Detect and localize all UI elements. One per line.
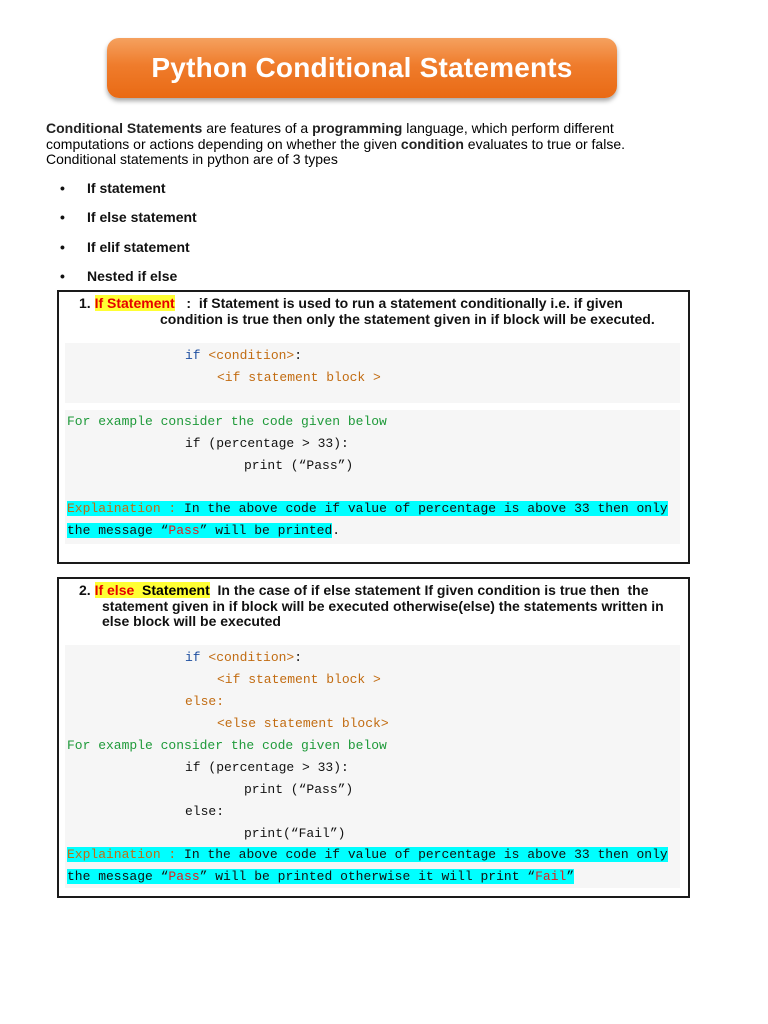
section2-syntax-if <box>185 647 302 669</box>
statement-types-list <box>60 180 197 297</box>
section1-example-label: For example consider the code given below <box>67 414 387 429</box>
section2-highlight-black: Statement <box>134 582 210 598</box>
section1-explanation-line1 <box>67 498 668 520</box>
explanation-text: ” will be printed <box>199 523 333 538</box>
explanation-text: In the above code if value of percentage is above 33 then only <box>184 501 668 516</box>
section2-number: 2. <box>79 582 91 598</box>
section1-heading <box>79 296 623 312</box>
explanation-label: Explaination : <box>67 501 185 516</box>
page-title: Python Conditional Statements <box>151 52 573 83</box>
explanation-label: Explaination : <box>67 847 185 862</box>
list-item: • Nested if else <box>60 268 197 297</box>
intro-bold-programming: programming <box>312 120 403 136</box>
explanation-text: In the above code if value of percentage is above 33 then only <box>184 847 668 862</box>
list-item: • If else statement <box>60 209 197 238</box>
section2-code-line2: print (“Pass”) <box>244 782 354 797</box>
section1-explanation-line2 <box>67 520 340 542</box>
section2-explanation-line2 <box>67 866 574 888</box>
intro-paragraph <box>46 121 696 168</box>
explanation-text: ” will be printed otherwise it will print “ <box>199 869 536 884</box>
pass-word: Pass <box>168 869 200 884</box>
list-item: • If elif statement <box>60 239 197 268</box>
intro-bold-conditional: Conditional Statements <box>46 120 203 136</box>
section1-syntax-block-text: <if statement block > <box>217 370 381 385</box>
section2-heading-line3: else block will be executed <box>102 613 281 629</box>
if-keyword: if <box>185 650 209 665</box>
section2-code-line4: print(“Fail”) <box>244 826 346 841</box>
condition-placeholder: <condition> <box>208 348 295 363</box>
intro-bold-condition: condition <box>400 135 464 152</box>
section2-syntax-else-block: <else statement block> <box>217 716 389 731</box>
if-keyword: if <box>185 348 209 363</box>
section2-explanation-line1 <box>67 844 668 866</box>
explanation-period: . <box>332 523 341 538</box>
section2-code-line1: if (percentage > 33): <box>185 760 349 775</box>
explanation-text: the message “ <box>67 869 169 884</box>
section2-code-line3: else: <box>185 804 225 819</box>
list-item: • If statement <box>60 180 197 209</box>
colon: : <box>294 348 303 363</box>
section1-code-line2: print (“Pass”) <box>244 458 354 473</box>
section2-heading <box>79 583 649 599</box>
section2-highlight-red: If else <box>94 582 135 598</box>
condition-placeholder: <condition> <box>208 650 295 665</box>
section2-syntax-else: else: <box>185 694 225 709</box>
section1-number: 1. <box>79 295 91 311</box>
section1-code-line1: if (percentage > 33): <box>185 436 349 451</box>
section1-highlight: If Statement <box>94 295 175 311</box>
section2-heading-rest: In the case of if else statement If given condition is true then the <box>209 582 649 598</box>
fail-word: Fail <box>535 869 567 884</box>
intro-text-3: evaluates to true or false. Conditional statements in python are of 3 types <box>46 135 625 167</box>
pass-word: Pass <box>168 523 200 538</box>
colon: : <box>294 650 303 665</box>
intro-text-2: language, which perform different computations or actions depending on whether the given <box>46 120 614 152</box>
title-banner <box>107 38 617 98</box>
section1-syntax-if <box>185 345 302 367</box>
section1-heading-line2: condition is true then only the statement given in if block will be executed. <box>160 311 655 327</box>
section1-heading-rest: : if Statement is used to run a statement conditionally i.e. if given <box>174 295 623 311</box>
section2-heading-line2: statement given in if block will be executed otherwise(else) the statements written in <box>102 598 664 614</box>
explanation-text: the message “ <box>67 523 169 538</box>
section2-syntax-block-text: <if statement block > <box>217 672 381 687</box>
explanation-text: ” <box>566 869 575 884</box>
section2-example-label: For example consider the code given below <box>67 738 387 753</box>
intro-text-1: are features of a <box>202 120 313 136</box>
